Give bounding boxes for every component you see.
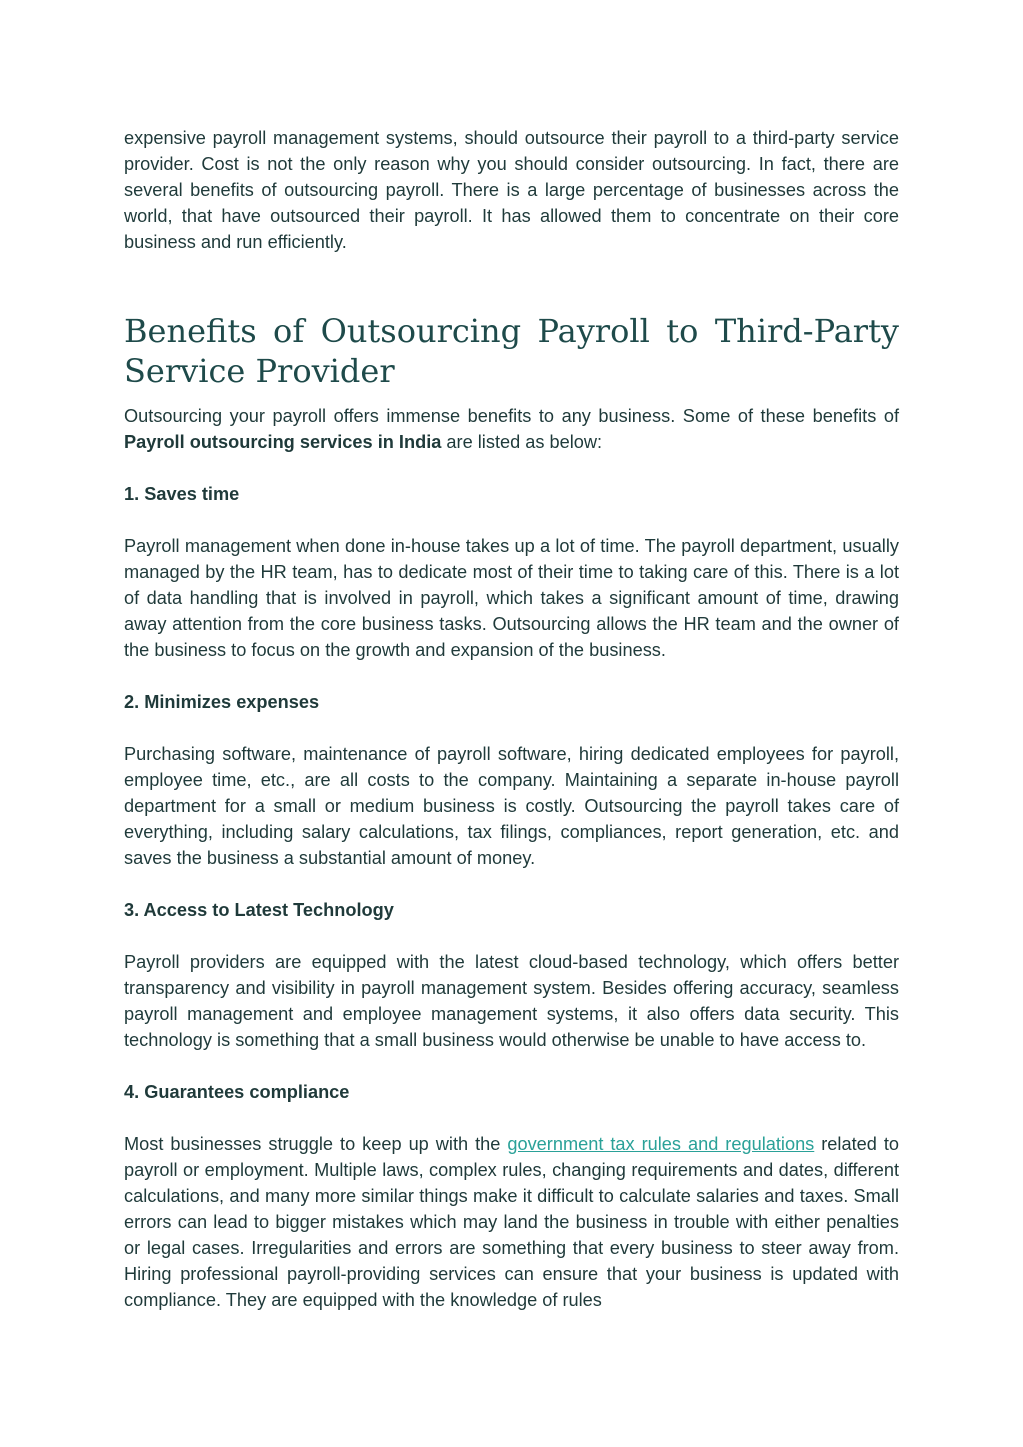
lead-paragraph	[124, 403, 899, 455]
tax-rules-link[interactable]: government tax rules and regulations	[507, 1134, 815, 1154]
section-2-title: 2. Minimizes expenses	[124, 692, 320, 712]
section-3-body: Payroll providers are equipped with the latest cloud-based technology, which offers better transparency and visibility in payroll management system. Besides offering accuracy, seamless payroll management and employee management systems, it also offers data security. This technology is something that a small business would otherwise be unable to have access to.	[124, 952, 899, 1050]
section-4-body	[124, 1131, 899, 1313]
section-2-body: Purchasing software, maintenance of payroll software, hiring dedicated employees for payroll, employee time, etc., are all costs to the company. Maintaining a separate in-house payroll department for a small or medium business is costly. Outsourcing the payroll takes care of everything, including salary calculations, tax filings, compliances, report generation, etc. and saves the business a substantial amount of money.	[124, 744, 899, 868]
section-4-text-after: related to payroll or employment. Multiple laws, complex rules, changing requirements and dates, different calculations, and many more similar things make it difficult to calculate salaries and taxes. Small errors can lead to bigger mistakes which may land the business in trouble with either penalties or legal cases. Irregularities and errors are something that every business to steer away from. Hiring professional payroll-providing services can ensure that your business is updated with compliance. They are equipped with the knowledge of rules	[124, 1134, 900, 1310]
section-3-title: 3. Access to Latest Technology	[124, 900, 394, 920]
intro-paragraph: expensive payroll management systems, should outsource their payroll to a third-party service provider. Cost is not the only reason why you should consider outsourcing. In fact, there are several benefits of outsourcing payroll. There is a large percentage of businesses across the world, that have outsourced their payroll. It has allowed them to concentrate on their core business and run efficiently.	[124, 128, 899, 252]
lead-text-after: are listed as below:	[441, 432, 603, 452]
section-4-title: 4. Guarantees compliance	[124, 1082, 350, 1102]
section-1-body: Payroll management when done in-house takes up a lot of time. The payroll department, usually managed by the HR team, has to dedicate most of their time to taking care of this. There is a lot of data handling that is involved in payroll, which takes a significant amount of time, drawing away attention from the core business tasks. Outsourcing allows the HR team and the owner of the business to focus on the growth and expansion of the business.	[124, 536, 899, 660]
document-page	[124, 121, 899, 1313]
page-heading: Benefits of Outsourcing Payroll to Third-Party Service Provider	[124, 312, 899, 390]
section-4-text-before: Most businesses struggle to keep up with the	[124, 1134, 508, 1154]
section-1-title: 1. Saves time	[124, 484, 240, 504]
lead-bold-phrase: Payroll outsourcing services in India	[124, 432, 442, 452]
lead-text-before: Outsourcing your payroll offers immense benefits to any business. Some of these benefits of	[124, 406, 899, 426]
